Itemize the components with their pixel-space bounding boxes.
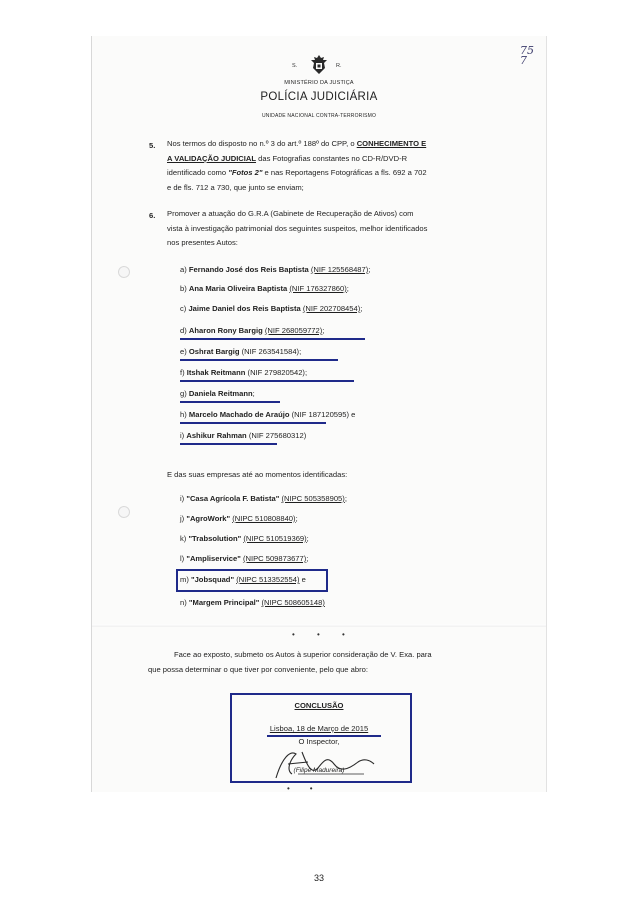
para5-emphasis-2: A VALIDAÇÃO JUDICIAL <box>167 153 257 163</box>
fotos-2-label: "Fotos 2" <box>228 168 263 178</box>
annotation-underline <box>180 380 354 382</box>
handwritten-signature <box>268 744 378 782</box>
annotation-underline <box>180 422 326 424</box>
r-mark: R. <box>336 63 342 69</box>
para5-line1: Nos termos do disposto no n.º 3 do art.º 188º do CPP, o <box>167 139 357 148</box>
conclusion-place-date: Lisboa, 18 de Março de 2015 <box>269 724 369 733</box>
company-item: m) "Jobsquad" (NIPC 513352554) e <box>180 575 306 584</box>
para5-line3-end: e nas Reportagens Fotográficas a fls. 692 a 702 <box>262 168 427 178</box>
scanned-document <box>91 36 547 792</box>
annotation-underline <box>180 443 277 445</box>
paragraph-6-number: 6. <box>149 211 156 220</box>
annotation-box-jobsquad <box>176 569 328 592</box>
company-item: j) "AgroWork" (NIPC 510808840); <box>180 514 298 523</box>
annotation-underline <box>180 338 365 340</box>
closing-line1: Face ao exposto, submeto os Autos à superior consideração de V. Exa. para <box>174 650 432 659</box>
annotation-underline <box>180 401 280 403</box>
para6-line1: Promover a atuação do G.R.A (Gabinete de Recuperação de Ativos) com <box>167 209 414 218</box>
coat-of-arms-icon <box>307 54 331 76</box>
ministry-name: MINISTÉRIO DA JUSTIÇA <box>284 80 354 86</box>
closing-line2: que possa determinar o que tiver por conveniente, pelo que abro: <box>148 664 368 674</box>
conclusion-title: CONCLUSÃO <box>294 701 344 710</box>
page-number: 33 <box>313 873 324 883</box>
suspect-item: f) Itshak Reitmann (NIF 279820542); <box>180 368 308 377</box>
suspect-item: b) Ana Maria Oliveira Baptista (NIF 176327860); <box>180 284 349 293</box>
para5-line2: das Fotografias constantes no CD-R/DVD-R <box>256 153 408 163</box>
para5-line4: e de fls. 712 a 730, que junto se enviam; <box>167 182 304 192</box>
para5-line3: identificado como <box>167 168 229 178</box>
company-item: k) "Trabsolution" (NIPC 510519369); <box>180 534 309 543</box>
handwritten-folio: 75 7 <box>520 44 534 67</box>
closing-paragraph <box>92 648 512 677</box>
paragraph-5 <box>167 137 505 195</box>
scan-marks: • • • <box>292 630 345 639</box>
punch-hole <box>118 266 130 278</box>
scan-marks: • • <box>287 784 313 793</box>
paragraph-5-number: 5. <box>149 141 156 150</box>
suspect-item: a) Fernando José dos Reis Baptista (NIF 125568487); <box>180 265 371 274</box>
s-mark: S. <box>292 63 298 69</box>
page-tear <box>92 624 546 627</box>
companies-intro: E das suas empresas até ao momentos identificadas: <box>167 470 348 479</box>
company-item: l) "Ampliservice" (NIPC 509873677); <box>180 554 309 563</box>
annotation-underline <box>180 359 338 361</box>
conclusion-role: O Inspector, <box>298 737 340 746</box>
suspect-item: d) Aharon Rony Bargig (NIF 268059772); <box>180 326 325 335</box>
suspect-item: e) Oshrat Bargig (NIF 263541584); <box>180 347 302 356</box>
suspect-item: c) Jaime Daniel dos Reis Baptista (NIF 202708454); <box>180 304 363 313</box>
punch-hole <box>118 506 130 518</box>
unit-name: UNIDADE NACIONAL CONTRA-TERRORISMO <box>261 113 377 119</box>
company-item: i) "Casa Agrícola F. Batista" (NIPC 505358905); <box>180 494 347 503</box>
company-item: n) "Margem Principal" (NIPC 508605148) <box>180 598 325 607</box>
suspect-item: h) Marcelo Machado de Araújo (NIF 187120595) e <box>180 410 356 419</box>
conclusion-signer: (Filipe Madureira) <box>293 767 345 774</box>
suspect-item: i) Ashikur Rahman (NIF 275680312) <box>180 431 307 440</box>
para5-emphasis-1: CONHECIMENTO E <box>356 139 427 148</box>
agency-name: POLÍCIA JUDICIÁRIA <box>260 91 378 103</box>
para6-line3: nos presentes Autos: <box>167 238 238 248</box>
paragraph-6 <box>167 207 505 251</box>
para6-line2: vista à investigação patrimonial dos seguintes suspeitos, melhor identificados <box>167 223 428 233</box>
suspect-item: g) Daniela Reitmann; <box>180 389 255 398</box>
